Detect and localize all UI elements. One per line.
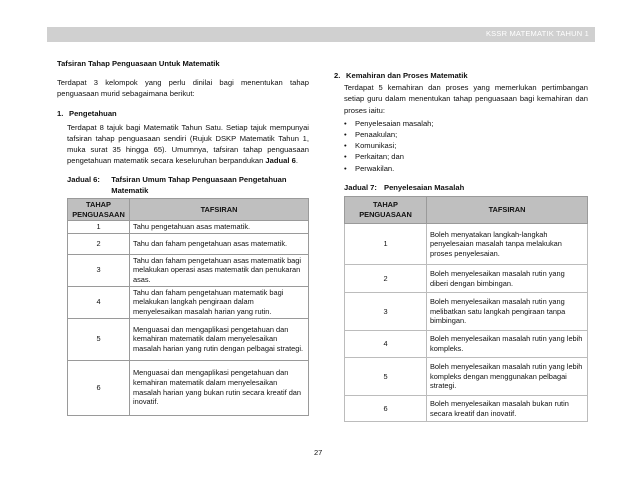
section-1-body bbox=[57, 122, 309, 167]
table-6-level: 6 bbox=[68, 360, 130, 415]
header-title: KSSR MATEMATIK TAHUN 1 bbox=[485, 29, 589, 38]
table-7-desc: Boleh menyelesaikan masalah rutin yang diberi dengan bimbingan. bbox=[427, 265, 588, 293]
table-7-level: 3 bbox=[345, 293, 427, 331]
table-6-level: 2 bbox=[68, 233, 130, 254]
table-7-block bbox=[334, 182, 588, 422]
table-row bbox=[68, 318, 309, 360]
skills-list bbox=[334, 118, 588, 174]
table-7-desc: Boleh menyelesaikan masalah rutin yang melibatkan satu langkah pengiraan tanpa bimbingan. bbox=[427, 293, 588, 331]
table-row bbox=[68, 233, 309, 254]
table-7-level: 2 bbox=[345, 265, 427, 293]
table-6-header-desc: TAFSIRAN bbox=[130, 199, 309, 221]
section-1-body-post: . bbox=[295, 156, 298, 166]
table-7-desc: Boleh menyatakan langkah-langkah penyelesaian masalah tanpa melakukan proses penyelesaian. bbox=[427, 224, 588, 265]
table-6-desc: Tahu dan faham pengetahuan asas matematik. bbox=[130, 233, 309, 254]
table-row bbox=[345, 331, 588, 358]
section-2-number: 2. bbox=[334, 71, 341, 80]
table-7-desc: Boleh menyelesaikan masalah rutin yang lebih kompleks dengan menggunakan pelbagai strategi. bbox=[427, 358, 588, 396]
table-row bbox=[345, 396, 588, 422]
table-7-header-level: TAHAP PENGUASAAN bbox=[345, 197, 427, 224]
table-7-level: 5 bbox=[345, 358, 427, 396]
page-title: Tafsiran Tahap Penguasaan Untuk Matematik bbox=[57, 59, 220, 68]
table-row bbox=[345, 358, 588, 396]
table-6-block bbox=[57, 174, 309, 416]
table-6-level: 1 bbox=[68, 221, 130, 234]
table-7-desc: Boleh menyelesaikan masalah rutin yang lebih kompleks. bbox=[427, 331, 588, 358]
table-6-caption-title: Tafsiran Umum Tahap Penguasaan Pengetahuan Matematik bbox=[111, 174, 287, 195]
table-6-desc: Tahu dan faham pengetahuan asas matematik bagi melakukan operasi asas matematik dan penukaran asas. bbox=[130, 254, 309, 286]
table-row bbox=[68, 221, 309, 234]
list-item: • Penyelesaian masalah; bbox=[344, 118, 588, 129]
section-2-title: Kemahiran dan Proses Matematik bbox=[346, 71, 468, 80]
table-7-caption-title: Penyelesaian Masalah bbox=[384, 182, 465, 192]
list-item: • Perkaitan; dan bbox=[344, 151, 588, 162]
table-row bbox=[68, 254, 309, 286]
table-7 bbox=[344, 196, 588, 422]
table-7-header-desc: TAFSIRAN bbox=[427, 197, 588, 224]
table-6-level: 3 bbox=[68, 254, 130, 286]
section-2-body: Terdapat 5 kemahiran dan proses yang memerlukan pertimbangan setiap guru dalam menentukan tahap penguasaan bagi kemahiran dan proses iaitu: bbox=[344, 83, 588, 115]
section-1-body-pre: Terdapat 8 tajuk bagi Matematik Tahun Satu. Setiap tajuk mempunyai tafsiran tahap penguasaan sendiri (Rujuk DSKP Matematik Tahun 1, muka surat 35 hingga 65). Umumnya, tafsiran tahap penguasaan pengetahuan matematik secara keseluruhan berpandukan bbox=[67, 122, 309, 166]
table-row bbox=[68, 286, 309, 318]
table-7-level: 4 bbox=[345, 331, 427, 358]
table-6-header-level: TAHAP PENGUASAAN bbox=[68, 199, 130, 221]
table-row bbox=[345, 224, 588, 265]
section-2-heading bbox=[334, 70, 588, 81]
table-6-caption bbox=[67, 174, 309, 196]
header-bar bbox=[47, 27, 595, 42]
list-item: • Komunikasi; bbox=[344, 140, 588, 151]
table-7-level: 6 bbox=[345, 396, 427, 422]
table-7-level: 1 bbox=[345, 224, 427, 265]
table-row bbox=[345, 265, 588, 293]
section-1-title: Pengetahuan bbox=[69, 108, 117, 118]
table-6-level: 4 bbox=[68, 286, 130, 318]
table-7-desc: Boleh menyelesaikan masalah bukan rutin secara kreatif dan inovatif. bbox=[427, 396, 588, 422]
table-6-caption-label: Jadual 6: bbox=[67, 174, 100, 184]
section-1-number: 1. bbox=[57, 108, 64, 118]
section-1-body-bold: Jadual 6 bbox=[265, 156, 296, 166]
table-6-desc: Tahu pengetahuan asas matematik. bbox=[130, 221, 309, 234]
list-item: • Penaakulan; bbox=[344, 129, 588, 140]
right-column bbox=[334, 70, 588, 422]
table-6-desc: Tahu dan faham pengetahuan matematik bagi melakukan langkah pengiraan dalam menyelesaikan masalah harian yang rutin. bbox=[130, 286, 309, 318]
table-row bbox=[68, 360, 309, 415]
table-6-desc: Menguasai dan mengaplikasi pengetahuan dan kemahiran matematik dalam menyelesaikan masalah harian yang rutin dengan pelbagai strategi. bbox=[130, 318, 309, 360]
page-number: 27 bbox=[314, 448, 323, 457]
table-6-desc: Menguasai dan mengaplikasi pengetahuan dan kemahiran matematik dalam menyelesaikan masalah harian yang bukan rutin secara kreatif dan inovatif. bbox=[130, 360, 309, 415]
section-1-heading bbox=[57, 108, 309, 119]
table-6 bbox=[67, 198, 309, 416]
table-7-caption-label: Jadual 7: bbox=[344, 182, 377, 192]
intro-paragraph: Terdapat 3 kelompok yang perlu dinilai bagi menentukan tahap penguasaan murid sebagaimana berikut: bbox=[57, 78, 309, 99]
table-7-caption bbox=[344, 182, 588, 193]
left-column bbox=[57, 58, 309, 416]
list-item: • Perwakilan. bbox=[344, 163, 588, 174]
table-row bbox=[345, 293, 588, 331]
table-6-level: 5 bbox=[68, 318, 130, 360]
